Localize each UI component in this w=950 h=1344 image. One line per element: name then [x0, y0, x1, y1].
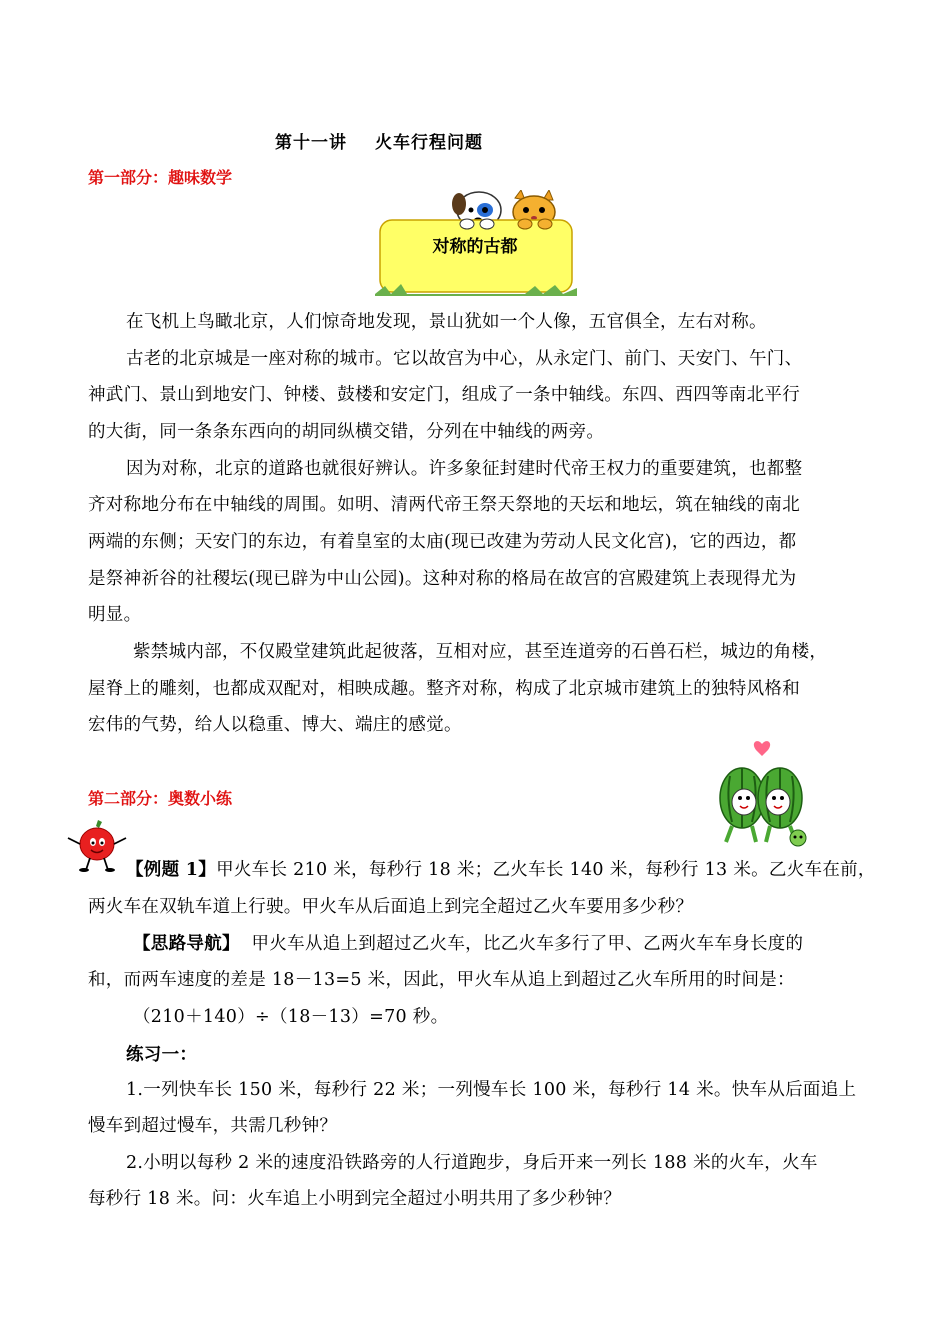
- exercise-line: 1.一列快车长 150 米，每秒行 22 米；一列慢车长 100 米，每秒行 14 米。快车从后面追上: [126, 1080, 857, 1100]
- exercise-line: 每秒行 18 米。问：火车追上小明到完全超过小明共用了多少秒钟？: [88, 1189, 621, 1209]
- part2-heading: 第二部分：奥数小练: [88, 789, 233, 808]
- paragraph-line: 因为对称，北京的道路也就很好辨认。许多象征封建时代帝王权力的重要建筑，也都整: [126, 459, 803, 479]
- exercise-label: 练习一：: [126, 1045, 198, 1065]
- part1-heading: 第一部分：趣味数学: [88, 168, 233, 187]
- hint-line: 和，而两车速度的差是 18－13=5 米，因此，甲火车从追上到超过乙火车所用的时间是：: [88, 970, 795, 990]
- paragraph-line: 齐对称地分布在中轴线的周围。如明、清两代帝王祭天祭地的天坛和地坛，筑在轴线的南北: [88, 495, 800, 515]
- dog-cat-sign-icon: [375, 190, 577, 296]
- sign-illustration: [375, 190, 577, 296]
- apple-illustration: [62, 820, 132, 876]
- example-text: 甲火车长 210 米，每秒行 18 米；乙火车长 140 米，每秒行 13 米。乙火车在前，: [216, 860, 876, 880]
- paragraph-line: 两端的东侧；天安门的东边，有着皇室的太庙(现已改建为劳动人民文化宫)，它的西边，都: [88, 532, 797, 552]
- paragraph-line: 神武门、景山到地安门、钟楼、鼓楼和安定门，组成了一条中轴线。东四、西四等南北平行: [88, 385, 800, 405]
- watermelon-couple-icon: [712, 738, 812, 853]
- paragraph-line: 是祭神祈谷的社稷坛(现已辟为中山公园)。这种对称的格局在故宫的宫殿建筑上表现得尤为: [88, 569, 797, 589]
- paragraph-line: 屋脊上的雕刻，也都成双配对，相映成趣。整齐对称，构成了北京城市建筑上的独特风格和: [88, 679, 800, 699]
- apple-character-icon: [62, 820, 132, 872]
- paragraph-line: 紫禁城内部，不仅殿堂建筑此起彼落，互相对应，甚至连道旁的石兽石栏，城边的角楼，: [133, 642, 828, 662]
- paragraph-line: 在飞机上鸟瞰北京，人们惊奇地发现，景山犹如一个人像，五官俱全，左右对称。: [126, 312, 767, 332]
- example-label: 【例题 1】: [126, 860, 217, 880]
- paragraph-line: 古老的北京城是一座对称的城市。它以故宫为中心，从永定门、前门、天安门、午门、: [126, 349, 803, 369]
- paragraph-line: 的大街，同一条条东西向的胡同纵横交错，分列在中轴线的两旁。: [88, 422, 605, 442]
- hint-line: [133, 930, 803, 955]
- lecture-number: 第十一讲: [275, 133, 347, 153]
- hint-text: 甲火车从追上到超过乙火车，比乙火车多行了甲、乙两火车车身长度的: [251, 934, 804, 954]
- paragraph-line: 明显。: [88, 605, 142, 625]
- watermelon-illustration: [712, 738, 812, 857]
- sign-text: 对称的古都: [432, 237, 518, 257]
- exercise-line: 慢车到超过慢车，共需几秒钟？: [88, 1116, 338, 1136]
- hint-label: 【思路导航】: [133, 934, 240, 954]
- example-line: 两火车在双轨车道上行驶。甲火车从后面追上到完全超过乙火车要用多少秒？: [88, 897, 694, 917]
- paragraph-line: 宏伟的气势，给人以稳重、博大、端庄的感觉。: [88, 715, 462, 735]
- page-title: [275, 128, 483, 153]
- example-line: [126, 856, 876, 881]
- exercise-line: 2.小明以每秒 2 米的速度沿铁路旁的人行道跑步，身后开来一列长 188 米的火车，火车: [126, 1153, 818, 1173]
- lecture-topic: 火车行程问题: [375, 133, 483, 153]
- formula-line: （210＋140）÷（18－13）=70 秒。: [133, 1007, 449, 1027]
